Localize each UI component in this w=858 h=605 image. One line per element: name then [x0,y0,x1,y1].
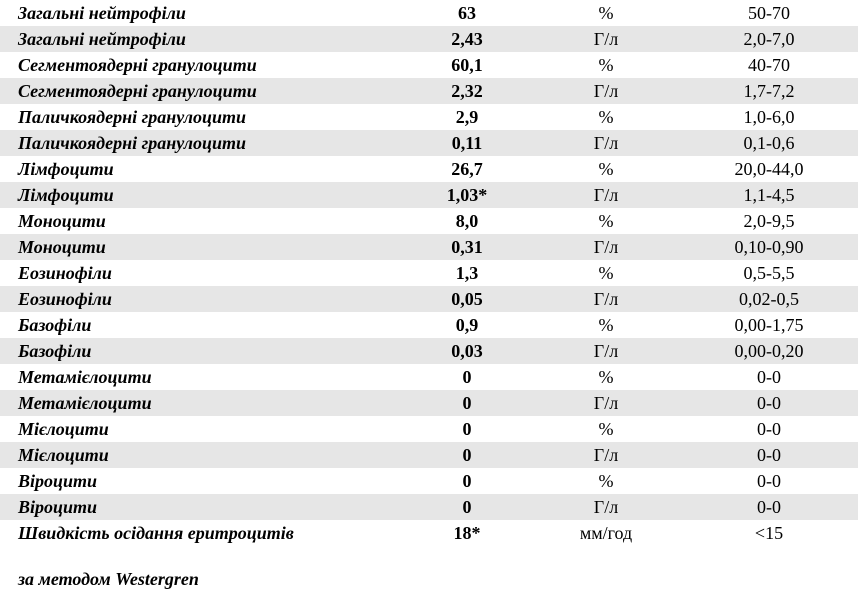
result-row [0,0,858,26]
result-row [0,494,858,520]
reference-range: 0,00-1,75 [734,315,804,335]
test-value: 2,9 [455,107,479,127]
test-unit: % [598,419,614,439]
result-row [0,520,858,546]
test-value: 0,31 [402,234,532,260]
test-name: Сегментоядерні гранулоцити [18,55,257,75]
test-unit: % [598,471,614,491]
reference-range: <15 [754,523,784,543]
result-row [0,416,858,442]
test-value: 26,7 [451,159,483,179]
test-value: 1,3 [455,263,479,283]
test-name: Базофіли [0,338,402,364]
result-row [0,260,858,286]
test-unit: Г/л [532,234,680,260]
test-unit: Г/л [532,494,680,520]
test-name: Лімфоцити [18,159,114,179]
test-unit: % [598,367,614,387]
test-name: Загальні нейтрофіли [0,26,402,52]
reference-range: 0,00-0,20 [680,338,858,364]
result-row [0,390,858,416]
test-name-continuation: за методом Westergren [18,569,199,589]
reference-range: 0,1-0,6 [680,130,858,156]
result-row [0,156,858,182]
result-row [0,286,858,312]
test-name: Еозинофіли [0,286,402,312]
test-name: Паличкоядерні гранулоцити [0,130,402,156]
test-unit: Г/л [532,78,680,104]
test-name: Віроцити [18,471,98,491]
reference-range: 0,5-5,5 [743,263,795,283]
reference-range: 2,0-9,5 [743,211,795,231]
test-unit: % [598,211,614,231]
test-name: Віроцити [0,494,402,520]
test-unit: Г/л [532,390,680,416]
reference-range: 0-0 [680,442,858,468]
test-value: 8,0 [455,211,479,231]
reference-range: 0,02-0,5 [680,286,858,312]
test-value: 0 [402,390,532,416]
reference-range: 0-0 [680,494,858,520]
reference-range: 1,1-4,5 [680,182,858,208]
test-unit: % [598,3,614,23]
reference-range: 50-70 [748,3,790,23]
test-value: 0 [462,419,472,439]
test-name: Паличкоядерні гранулоцити [18,107,246,127]
reference-range: 20,0-44,0 [734,159,804,179]
result-row [0,208,858,234]
test-name: Моноцити [0,234,402,260]
test-value: 0 [462,471,472,491]
result-row [0,52,858,78]
test-unit: мм/год [579,523,633,543]
reference-range: 0,10-0,90 [680,234,858,260]
result-row [0,234,858,260]
result-row [0,104,858,130]
reference-range: 0-0 [757,471,781,491]
test-name: Сегментоядерні гранулоцити [0,78,402,104]
result-row [0,364,858,390]
test-unit: % [598,263,614,283]
test-name: Метамієлоцити [0,390,402,416]
test-value: 0 [402,494,532,520]
test-value: 0,03 [402,338,532,364]
test-unit: % [598,107,614,127]
test-value: 0,05 [402,286,532,312]
test-unit: % [598,55,614,75]
result-row [0,26,858,52]
test-value: 1,03* [402,182,532,208]
reference-range: 0-0 [757,367,781,387]
result-row [0,182,858,208]
test-value: 63 [458,3,476,23]
test-name: Швидкість осідання еритроцитів [18,523,294,543]
result-row [0,312,858,338]
test-value: 0,11 [402,130,532,156]
test-name: Метамієлоцити [18,367,152,387]
test-unit: Г/л [532,286,680,312]
test-value: 2,32 [402,78,532,104]
test-name: Мієлоцити [18,419,109,439]
test-name: Лімфоцити [0,182,402,208]
test-value: 2,43 [402,26,532,52]
test-value: 0 [462,367,472,387]
test-unit: Г/л [532,182,680,208]
test-unit: % [598,315,614,335]
reference-range: 1,0-6,0 [743,107,795,127]
reference-range: 0-0 [757,419,781,439]
reference-range: 1,7-7,2 [680,78,858,104]
test-value: 0 [402,442,532,468]
reference-range: 0-0 [680,390,858,416]
test-name: Загальні нейтрофіли [18,3,186,23]
reference-range: 40-70 [748,55,790,75]
test-name: Моноцити [18,211,106,231]
test-unit: Г/л [532,442,680,468]
result-row [0,468,858,494]
result-row [0,78,858,104]
test-name: Мієлоцити [0,442,402,468]
result-row [0,130,858,156]
test-unit: Г/л [532,338,680,364]
test-unit: Г/л [532,130,680,156]
reference-range: 2,0-7,0 [680,26,858,52]
result-row [0,442,858,468]
test-value: 60,1 [451,55,483,75]
test-unit: Г/л [532,26,680,52]
test-unit: % [598,159,614,179]
test-name: Еозинофіли [18,263,112,283]
result-row [0,338,858,364]
test-value: 18* [453,523,481,543]
test-name: Базофіли [18,315,92,335]
test-value: 0,9 [455,315,479,335]
